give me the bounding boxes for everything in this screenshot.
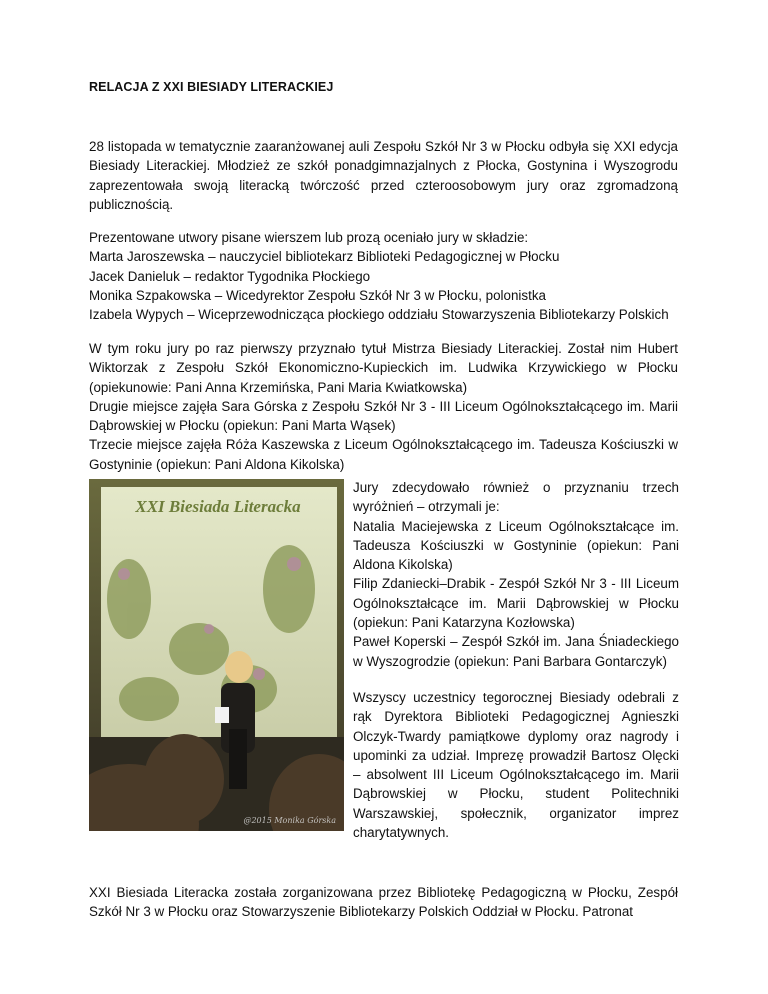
- winner-second: Drugie miejsce zajęła Sara Górska z Zespołu Szkół Nr 3 - III Liceum Ogólnokształcącego im. Marii Dąbrowskiej w Płocku (opiekun: Pani Marta Wąsek): [89, 398, 678, 434]
- jury-member: Jacek Danieluk – redaktor Tygodnika Płockiego: [89, 268, 371, 284]
- jury-member: Marta Jaroszewska – nauczyciel bibliotekarz Biblioteki Pedagogicznej w Płocku: [89, 249, 560, 265]
- organizers-paragraph: XXI Biesiada Literacka została zorganizowana przez Bibliotekę Pedagogiczną w Płocku, Zespół Szkół Nr 3 w Płocku oraz Stowarzyszenie Bibliotekarzy Polskich Oddział w Płocku. Patronat: [89, 885, 678, 920]
- awards-paragraph: Wszyscy uczestnicy tegorocznej Biesiady odebrali z rąk Dyrektora Biblioteki Pedagogicznej Agnieszki Olczyk-Twardy pamiątkowe dyplomy oraz nagrody i upominki za udział. Imprezę prowadził Bartosz Olęcki – absolwent III Liceum Ogólnokształcącego im. Marii Dąbrowskiej w Płocku, student Politechniki Warszawskiej, społecznik, organizator imprez charytatywnych.: [353, 690, 679, 841]
- winner-mistrz: W tym roku jury po raz pierwszy przyznało tytuł Mistrza Biesiady Literackiej. Został nim Hubert Wiktorzak z Zespołu Szkół Ekonomiczno-Kupieckich im. Ludwika Krzywickiego w Płocku (opiekunowie: Pani Anna Krzemińska, Pani Maria Kwiatkowska): [89, 341, 678, 395]
- jury-section: [89, 228, 678, 324]
- jury-member: Monika Szpakowska – Wicedyrektor Zespołu Szkół Nr 3 w Płocku, polonistka: [89, 287, 546, 303]
- honors-section: [353, 478, 679, 671]
- honor-entry: Natalia Maciejewska z Liceum Ogólnokształcące im. Tadeusza Kościuszki w Gostyninie (opiekun: Pani Aldona Kikolska): [353, 518, 679, 573]
- honor-entry: Paweł Koperski – Zespół Szkół im. Jana Śniadeckiego w Wyszogrodzie (opiekun: Pani Barbara Gontarczyk): [353, 634, 679, 669]
- honor-entry: Filip Zdaniecki–Drabik - Zespół Szkół Nr 3 - III Liceum Ogólnokształcące im. Marii Dąbrowskiej w Płocku (opiekun: Pani Katarzyna Kozłowska): [353, 576, 679, 631]
- document-title: RELACJA Z XXI BIESIADY LITERACKIEJ: [89, 80, 334, 94]
- winner-third: Trzecie miejsce zajęła Róża Kaszewska z Liceum Ogólnokształcącego im. Tadeusza Kościuszki w Gostyninie (opiekun: Pani Aldona Kikolska): [89, 437, 678, 472]
- event-photo-image: [89, 479, 344, 831]
- event-photo: [89, 479, 344, 831]
- photo-screen-title: XXI Biesiada Literacka: [135, 497, 301, 516]
- intro-paragraph: 28 listopada w tematycznie zaaranżowanej auli Zespołu Szkół Nr 3 w Płocku odbyła się XXI edycja Biesiady Literackiej. Młodzież ze szkół ponadgimnazjalnych z Płocka, Gostynina i Wyszogrodu zaprezentowała swoją literacką twórczość przed czteroosobowym jury oraz zgromadzoną publicznością.: [89, 139, 678, 212]
- winners-section: [89, 339, 678, 474]
- jury-member: Izabela Wypych – Wiceprzewodnicząca płockiego oddziału Stowarzyszenia Bibliotekarzy Polskich: [89, 307, 669, 323]
- jury-intro: Prezentowane utwory pisane wierszem lub prozą oceniało jury w składzie:: [89, 230, 529, 245]
- honors-intro: Jury zdecydowało również o przyznaniu trzech wyróżnień – otrzymali je:: [353, 480, 679, 515]
- photo-signature: @2015 Monika Górska: [243, 816, 336, 825]
